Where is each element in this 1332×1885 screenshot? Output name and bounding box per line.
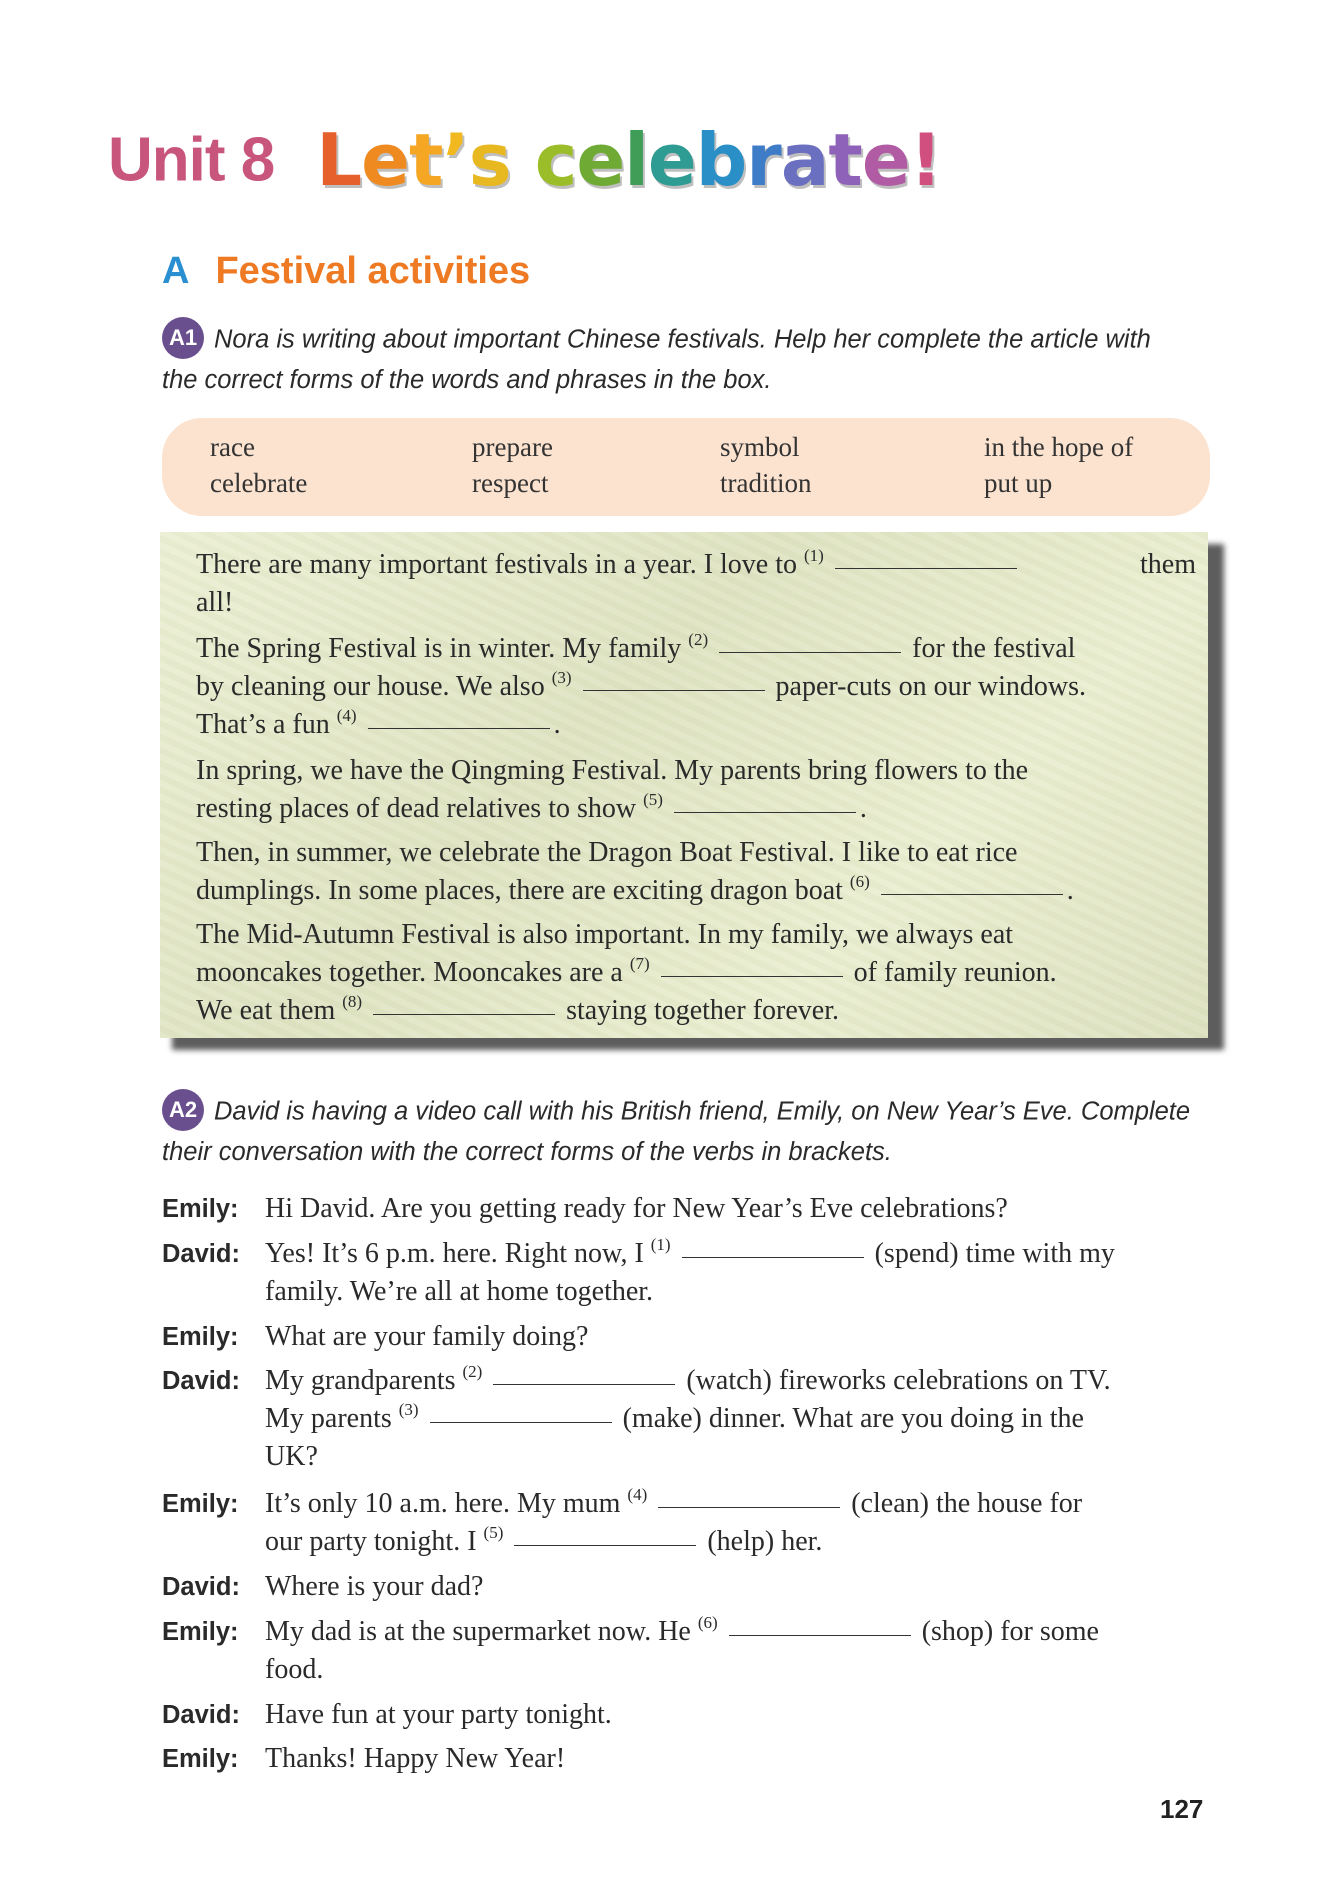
dialogue-fragment: My parents (265, 1403, 392, 1434)
dialogue-text: What are your family doing? (265, 1321, 589, 1352)
article-text: We eat them (196, 995, 336, 1026)
answer-blank[interactable] (368, 728, 550, 729)
blank-number: (6) (849, 872, 870, 891)
title-letter: L (316, 118, 362, 202)
title-letter: t (828, 118, 862, 202)
title-letter: e (361, 118, 409, 202)
article-text: The Spring Festival is in winter. My family (196, 633, 682, 664)
speaker-name: David: (162, 1701, 240, 1729)
dialogue-text: Have fun at your party tonight. (265, 1699, 612, 1730)
speaker-name: Emily: (162, 1618, 239, 1646)
speaker-name: Emily: (162, 1195, 239, 1223)
article-paragraph (196, 916, 1196, 1030)
title-letter: e (861, 118, 910, 202)
dialogue-fragment: (shop) for some (921, 1616, 1099, 1647)
title-letter (511, 118, 535, 202)
page-number: 127 (1160, 1794, 1204, 1824)
dialogue-text (265, 1613, 1245, 1689)
unit-name (316, 118, 941, 202)
blank-number: (2) (462, 1362, 483, 1381)
article-text: There are many important festivals in a year. I love to (196, 549, 798, 580)
title-letter: t (408, 118, 443, 202)
article-text: them (1140, 549, 1196, 580)
a2-instruction (162, 1092, 1222, 1171)
blank-number: (3) (551, 668, 572, 687)
answer-blank[interactable] (661, 976, 843, 977)
blank-number: (6) (697, 1613, 718, 1632)
article-text: Then, in summer, we celebrate the Dragon Boat Festival. I like to eat rice (196, 837, 1018, 868)
article-text: . (553, 709, 561, 740)
answer-blank[interactable] (514, 1545, 696, 1546)
blank-number: (1) (804, 546, 824, 565)
section-heading (162, 250, 530, 293)
answer-blank[interactable] (835, 568, 1017, 569)
title-letter: s (468, 118, 511, 202)
article-text: dumplings. In some places, there are exciting dragon boat (196, 875, 843, 906)
article-text: of family reunion. (853, 957, 1057, 988)
dialogue-fragment: It’s only 10 a.m. here. My mum (265, 1488, 621, 1519)
word-item: symbol (720, 432, 800, 462)
blank-number: (2) (688, 630, 709, 649)
article-text: The Mid-Autumn Festival is also important. In my family, we always eat (196, 919, 1014, 950)
article-paragraph (196, 752, 1196, 828)
blank-number: (4) (627, 1485, 648, 1504)
speaker-name: David: (162, 1367, 240, 1395)
dialogue-text: Thanks! Happy New Year! (265, 1743, 566, 1774)
dialogue-text: Where is your dad? (265, 1571, 484, 1602)
answer-blank[interactable] (682, 1257, 864, 1258)
a2-instruction-line1: David is having a video call with his British friend, Emily, on New Year’s Eve. Complete (214, 1097, 1191, 1126)
dialogue-text: Hi David. Are you getting ready for New Year’s Eve celebrations? (265, 1193, 1008, 1224)
section-letter: A (162, 250, 190, 292)
answer-blank[interactable] (658, 1507, 840, 1508)
speaker-name: David: (162, 1573, 240, 1601)
dialogue-fragment: our party tonight. I (265, 1526, 477, 1557)
answer-blank[interactable] (493, 1384, 675, 1385)
speaker-name: Emily: (162, 1745, 239, 1773)
speaker-name: Emily: (162, 1490, 239, 1518)
dialogue-text (265, 1362, 1245, 1476)
word-item: celebrate (210, 468, 308, 498)
a1-badge: A1 (162, 317, 204, 359)
dialogue-fragment: (spend) time with my (874, 1238, 1115, 1269)
title-letter: c (534, 118, 577, 202)
speaker-name: Emily: (162, 1323, 239, 1351)
blank-number: (8) (342, 992, 363, 1011)
blank-number: (7) (629, 954, 650, 973)
dialogue-fragment: (help) her. (707, 1526, 823, 1557)
section-title: Festival activities (215, 250, 531, 292)
article-text: by cleaning our house. We also (196, 671, 545, 702)
article-paper (160, 532, 1208, 1038)
a2-instruction-line2: their conversation with the correct forms of the verbs in brackets. (162, 1138, 892, 1166)
title-letter: b (695, 118, 747, 202)
title-letter: ! (909, 118, 942, 202)
answer-blank[interactable] (430, 1422, 612, 1423)
dialogue-fragment: UK? (265, 1441, 318, 1472)
a1-instruction-line2: the correct forms of the words and phrases in the box. (162, 366, 772, 394)
title-letter: e (576, 118, 625, 202)
title-letter: l (624, 118, 648, 202)
dialogue-fragment: family. We’re all at home together. (265, 1276, 654, 1307)
blank-number: (4) (336, 706, 357, 725)
article-paragraph (196, 546, 1196, 622)
dialogue-fragment: My grandparents (265, 1365, 456, 1396)
article-text: paper-cuts on our windows. (775, 671, 1087, 702)
word-item: tradition (720, 468, 812, 498)
word-item: put up (984, 468, 1053, 498)
speaker-name: David: (162, 1240, 240, 1268)
unit-label: Unit 8 (108, 125, 275, 195)
blank-number: (5) (643, 790, 663, 809)
article-text: mooncakes together. Mooncakes are a (196, 957, 623, 988)
dialogue-fragment: food. (265, 1654, 324, 1685)
dialogue-fragment: My dad is at the supermarket now. He (265, 1616, 691, 1647)
answer-blank[interactable] (373, 1014, 555, 1015)
title-letter: r (746, 118, 781, 202)
title-letter: a (780, 118, 829, 202)
dialogue-fragment: (watch) fireworks celebrations on TV. (686, 1365, 1111, 1396)
article-text: . (1066, 875, 1074, 906)
answer-blank[interactable] (881, 894, 1063, 895)
a1-instruction (162, 320, 1222, 399)
article-text: In spring, we have the Qingming Festival. My parents bring flowers to the (196, 755, 1029, 786)
word-item: in the hope of (984, 432, 1134, 462)
article-text: . (859, 793, 867, 824)
answer-blank[interactable] (674, 812, 856, 813)
dialogue-text (265, 1485, 1245, 1561)
article-text: That’s a fun (196, 709, 330, 740)
article-text: resting places of dead relatives to show (196, 793, 637, 824)
answer-blank[interactable] (583, 690, 765, 691)
answer-blank[interactable] (719, 652, 901, 653)
article-paragraph (196, 630, 1196, 744)
a1-instruction-line1: Nora is writing about important Chinese festivals. Help her complete the article with (214, 325, 1151, 354)
article-text: all! (196, 587, 234, 618)
blank-number: (1) (650, 1235, 671, 1254)
article-paragraph (196, 834, 1196, 910)
answer-blank[interactable] (729, 1635, 911, 1636)
title-letter: ’ (442, 118, 469, 202)
word-box (162, 418, 1210, 516)
unit-title (108, 118, 942, 202)
article-text: for the festival (912, 633, 1076, 664)
blank-number: (5) (483, 1523, 504, 1542)
dialogue-fragment: Yes! It’s 6 p.m. here. Right now, I (265, 1238, 644, 1269)
word-item: race (210, 432, 255, 462)
dialogue-fragment: (clean) the house for (851, 1488, 1083, 1519)
article-text: staying together forever. (566, 995, 839, 1026)
a2-badge: A2 (162, 1089, 204, 1131)
dialogue-text (265, 1235, 1245, 1311)
word-item: respect (472, 468, 549, 498)
word-item: prepare (472, 432, 553, 462)
blank-number: (3) (398, 1400, 419, 1419)
dialogue-fragment: (make) dinner. What are you doing in the (622, 1403, 1084, 1434)
title-letter: e (647, 118, 696, 202)
